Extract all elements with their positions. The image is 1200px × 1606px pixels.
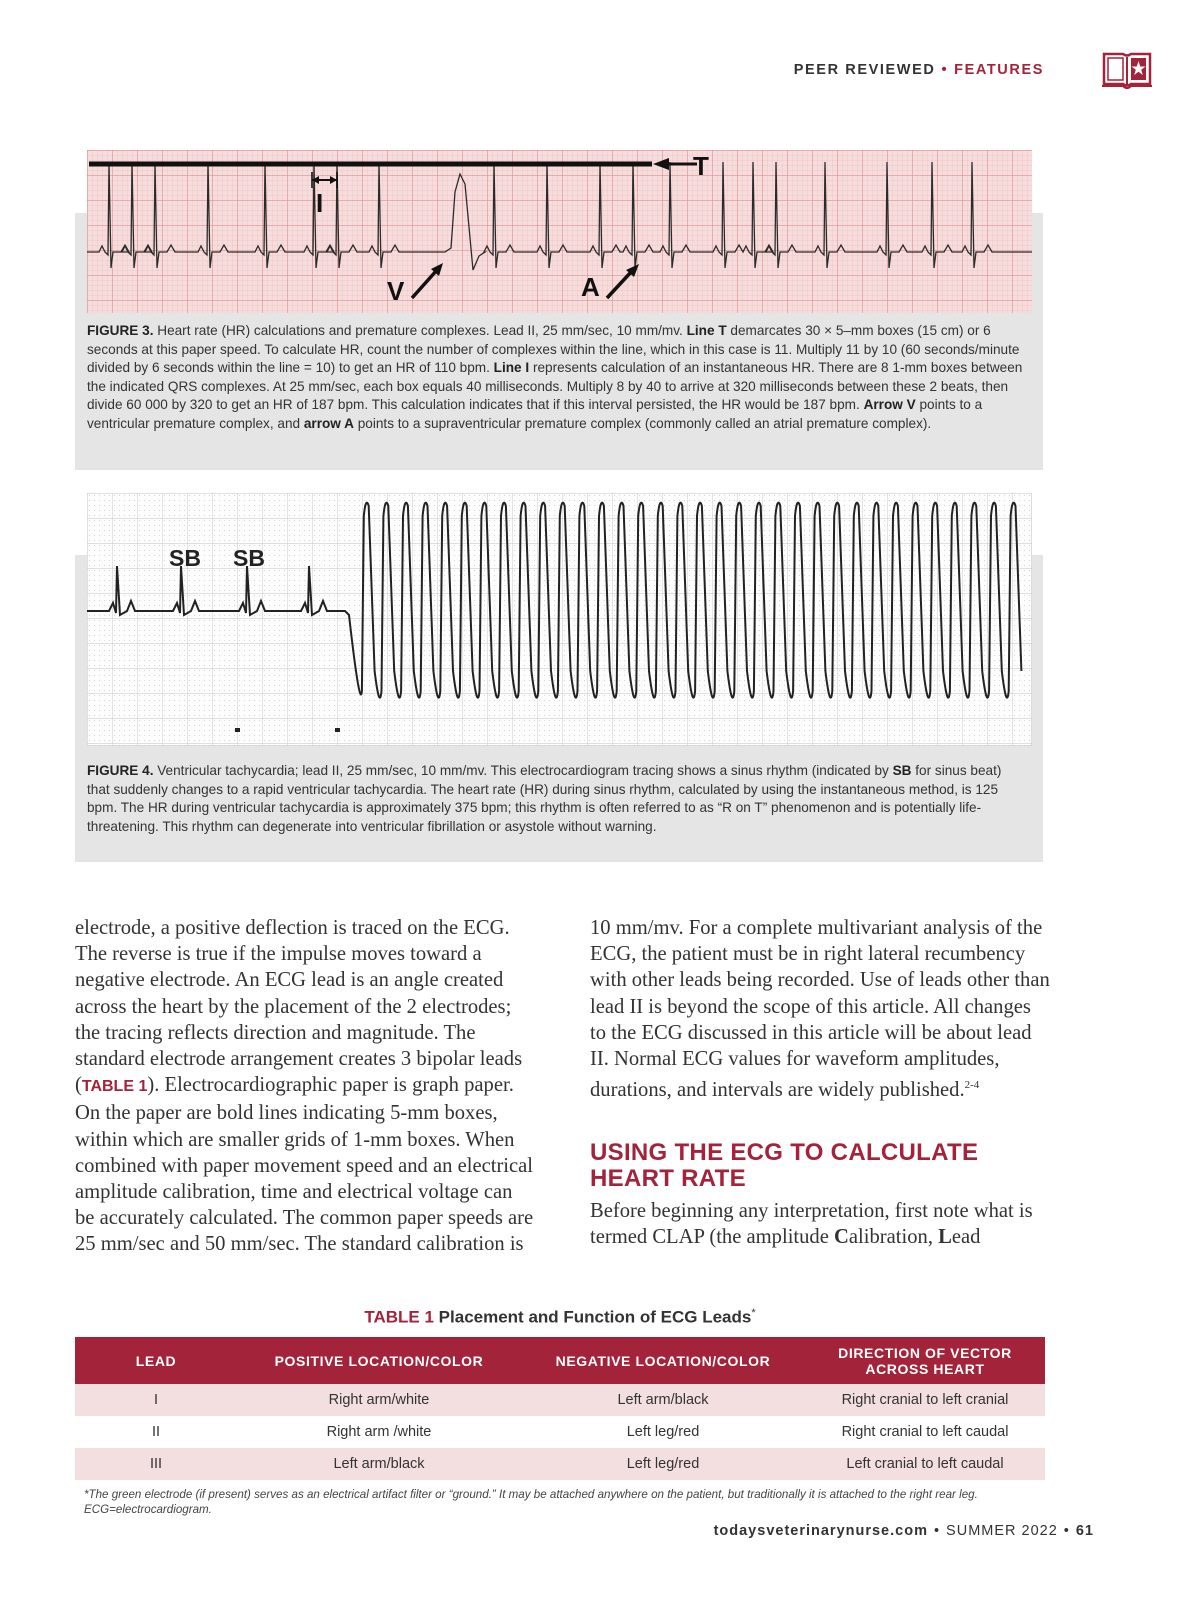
citation-superscript: 2-4 <box>964 1079 980 1092</box>
text-run: C <box>834 1226 849 1249</box>
label-sb-1: SB <box>169 545 201 571</box>
col-header-positive: POSITIVE LOCATION/COLOR <box>237 1337 521 1384</box>
footer-separator: • <box>1063 1523 1070 1539</box>
text-run: Line T <box>686 323 727 338</box>
table-footnote: *The green electrode (if present) serves as an electrical artifact filter or “ground.” It may be attached anywhere on the patient, but traditionally it is attached to the right rear leg. ECG=electrocardiogram. <box>84 1488 978 1516</box>
cell-lead: II <box>75 1416 237 1448</box>
tick-mark <box>335 728 340 732</box>
tick-mark <box>235 728 240 732</box>
footer-issue: SUMMER 2022 <box>946 1523 1058 1539</box>
text-run: for sinus beat) that suddenly changes to a rapid ventricular tachycardia. The heart rate (HR) during sinus rhythm, calculated by using the instantaneous method, is 125 bpm. The HR during ventricular tachycardia is approximately 375 bpm; this rhythm is often referred to as “R on T” phenomenon and is potentially life-threatening. This rhythm can degenerate into ventricular fibrillation or asystole without warning. <box>87 763 1002 834</box>
cell-negative: Left leg/red <box>521 1416 805 1448</box>
footer-separator: • <box>933 1523 941 1539</box>
body-left-column <box>75 915 535 1258</box>
cell-direction: Right cranial to left caudal <box>805 1416 1045 1448</box>
table-row <box>75 1384 1045 1416</box>
marker-a: A <box>581 272 600 302</box>
text-run: L <box>938 1226 952 1249</box>
text-run: points to a supraventricular premature complex (commonly called an atrial premature complex). <box>353 415 932 431</box>
text-run: represents calculation of an instantaneous HR. There are 8 1-mm boxes between the indicated QRS complexes. At 25 mm/sec, each box equals 40 milliseconds. Multiply 8 by 40 to arrive at 320 milliseconds between these 2 beats, then divide 60 000 by 320 to get an HR of 187 bpm. This calculation indicates that if this interval persisted, the HR would be 187 bpm. <box>87 360 1023 413</box>
marker-t: T <box>693 151 709 181</box>
ecg-leads-table <box>75 1337 1045 1480</box>
table-header-row <box>75 1337 1045 1384</box>
text-run: 10 mm/mv. For a complete multivariant analysis of the ECG, the patient must be in right lateral recumbency with other leads being recorded. Use of leads other than lead II is beyond the scope of this article. All changes to the ECG discussed in this article will be about lead II. Normal ECG values for waveform amplitudes, durations, and intervals are widely published. <box>590 917 1050 1102</box>
table-reference-link[interactable]: TABLE 1 <box>81 1078 148 1096</box>
table-label: TABLE 1 <box>364 1307 434 1327</box>
category-label: FEATURES <box>954 62 1044 78</box>
cell-negative: Left leg/red <box>521 1448 805 1480</box>
text-run: Arrow V <box>863 397 916 413</box>
cell-direction: Left cranial to left caudal <box>805 1448 1045 1480</box>
running-header <box>794 62 1044 78</box>
text-run: SB <box>892 763 912 778</box>
col-header-negative: NEGATIVE LOCATION/COLOR <box>521 1337 805 1384</box>
table-title-text: Placement and Function of ECG Leads <box>433 1307 752 1327</box>
figure-3-ecg-strip <box>87 150 1032 313</box>
ecg-grid <box>87 150 1032 313</box>
text-run: Heart rate (HR) calculations and premature complexes. Lead II, 25 mm/sec, 10 mm/mv. <box>153 323 687 338</box>
text-run: FIGURE 3. <box>87 323 154 338</box>
marker-v: V <box>387 276 405 306</box>
page-footer <box>714 1523 1094 1539</box>
body-right-column-continued <box>590 1198 1050 1250</box>
body-right-column <box>590 915 1050 1103</box>
text-run: points to a ventricular premature complex, and <box>87 397 983 431</box>
section-label: PEER REVIEWED <box>793 62 936 78</box>
label-sb-2: SB <box>233 545 265 571</box>
cell-lead: I <box>75 1384 237 1416</box>
text-run: Ventricular tachycardia; lead II, 25 mm/sec, 10 mm/mv. This electrocardiogram tracing shows a sinus rhythm (indicated by <box>153 763 893 778</box>
text-run: ead <box>951 1226 981 1249</box>
marker-i: I <box>316 188 324 218</box>
book-star-icon <box>1101 50 1153 92</box>
text-run: FIGURE 4. <box>87 763 154 778</box>
cell-lead: III <box>75 1448 237 1480</box>
table-title-mark: * <box>751 1307 756 1319</box>
page-number: 61 <box>1075 1523 1094 1539</box>
table-row <box>75 1416 1045 1448</box>
cell-negative: Left arm/black <box>521 1384 805 1416</box>
cell-direction: Right cranial to left cranial <box>805 1384 1045 1416</box>
figure-3-caption <box>87 322 1027 434</box>
cell-positive: Left arm/black <box>237 1448 521 1480</box>
table-title <box>75 1307 1045 1328</box>
text-run: electrode, a positive deflection is traced on the ECG. The reverse is true if the impulse moves toward a negative electrode. An ECG lead is an angle created across the heart by the placement of the 2 electrodes; the tracing reflects direction and magnitude. The standard electrode arrangement creates 3 bipolar leads ( <box>75 917 523 1097</box>
cell-positive: Right arm /white <box>237 1416 521 1448</box>
text-run: arrow A <box>303 415 354 431</box>
col-header-direction: DIRECTION OF VECTOR ACROSS HEART <box>805 1337 1045 1384</box>
cell-positive: Right arm/white <box>237 1384 521 1416</box>
text-run: demarcates 30 × 5–mm boxes (15 cm) or 6 seconds at this paper speed. To calculate HR, count the number of complexes within the line, which in this case is 11. Multiply 11 by 10 (60 seconds/minute divided by 6 seconds within the line = 10) to get an HR of 110 bpm. <box>87 323 1020 376</box>
text-run: alibration, <box>848 1226 939 1249</box>
footer-site: todaysveterinarynurse.com <box>713 1523 928 1539</box>
header-separator: • <box>941 62 949 78</box>
figure-4-ecg-strip <box>87 493 1032 746</box>
text-run: Before beginning any interpretation, first note what is termed CLAP (the amplitude <box>590 1200 1033 1249</box>
text-run: ). Electrocardiographic paper is graph paper. On the paper are bold lines indicating 5-mm boxes, within which are smaller grids of 1-mm boxes. When combined with paper movement speed and an electrical amplitude calibration, time and electrical voltage can be accurately calculated. The common paper speeds are 25 mm/sec and 50 mm/sec. The standard calibration is <box>75 1074 534 1256</box>
figure-4-caption <box>87 762 1027 836</box>
table-row <box>75 1448 1045 1480</box>
col-header-lead: LEAD <box>75 1337 237 1384</box>
section-heading: USING THE ECG TO CALCULATE HEART RATE <box>590 1139 979 1192</box>
text-run: Line I <box>493 360 530 376</box>
